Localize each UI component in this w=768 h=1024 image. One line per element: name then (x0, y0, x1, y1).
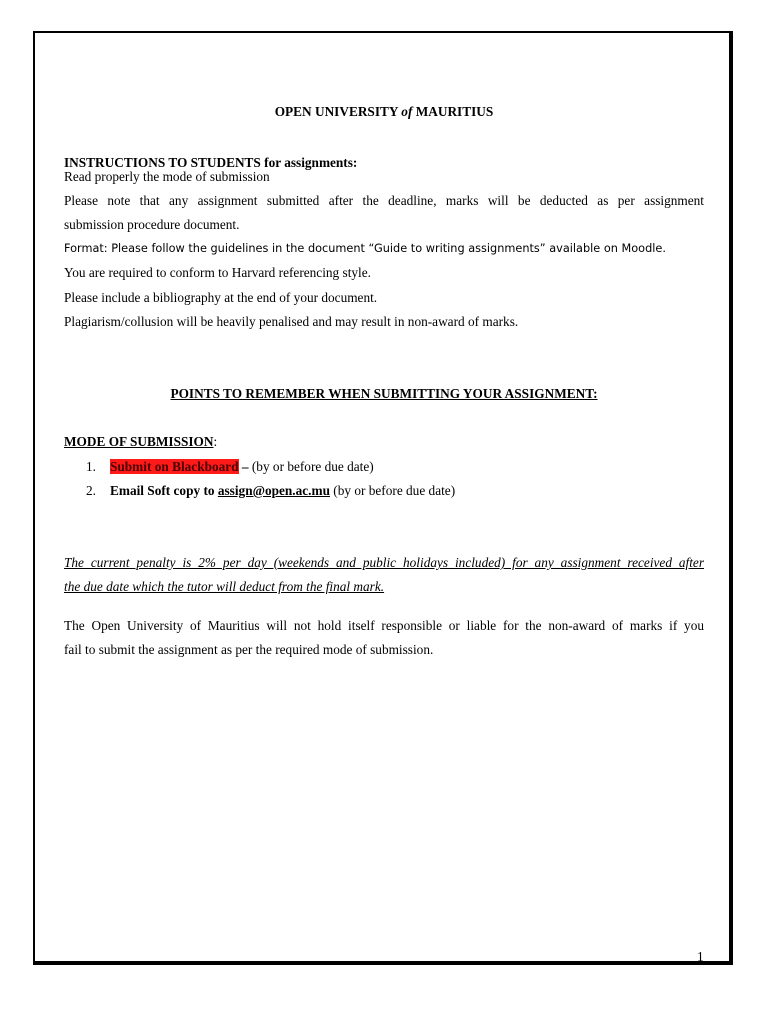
instruction-format: Format: Please follow the guidelines in the document “Guide to writing assignments” available on Moodle. (64, 242, 666, 255)
points-heading: POINTS TO REMEMBER WHEN SUBMITTING YOUR ASSIGNMENT: (170, 386, 598, 401)
instructions-heading: INSTRUCTIONS TO STUDENTS for assignments: (64, 155, 358, 170)
instruction-deadline-line-2: submission procedure document. (64, 217, 240, 232)
penalty-line-1: The current penalty is 2% per day (weekends and public holidays included) for any assignment received after (64, 555, 704, 570)
email-link[interactable]: assign@open.ac.mu (217, 483, 330, 498)
instruction-plagiarism: Plagiarism/collusion will be heavily penalised and may result in non-award of marks. (64, 314, 519, 329)
mode-item-blackboard: 1. Submit on Blackboard – (by or before due date) (86, 459, 374, 474)
mode-item-email: 2. Email Soft copy to assign@open.ac.mu (by or before due date) (86, 483, 456, 498)
liability-line-1: The Open University of Mauritius will not hold itself responsible or liable for the non-award of marks if you (64, 618, 704, 633)
instruction-bibliography: Please include a bibliography at the end of your document. (64, 290, 378, 305)
page-number: 1 (697, 949, 704, 964)
mode-of-submission-heading: MODE OF SUBMISSION: (64, 434, 218, 449)
penalty-line-2: the due date which the tutor will deduct from the final mark. (64, 579, 385, 594)
blackboard-highlight: Submit on Blackboard (110, 459, 239, 474)
document-title: OPEN UNIVERSITY of MAURITIUS (274, 104, 494, 119)
instruction-deadline-line-1: Please note that any assignment submitted after the deadline, marks will be deducted as per assignment (64, 193, 704, 208)
liability-line-2: fail to submit the assignment as per the required mode of submission. (64, 642, 434, 657)
instruction-read-mode: Read properly the mode of submission (64, 169, 270, 184)
instruction-harvard: You are required to conform to Harvard referencing style. (64, 265, 371, 280)
